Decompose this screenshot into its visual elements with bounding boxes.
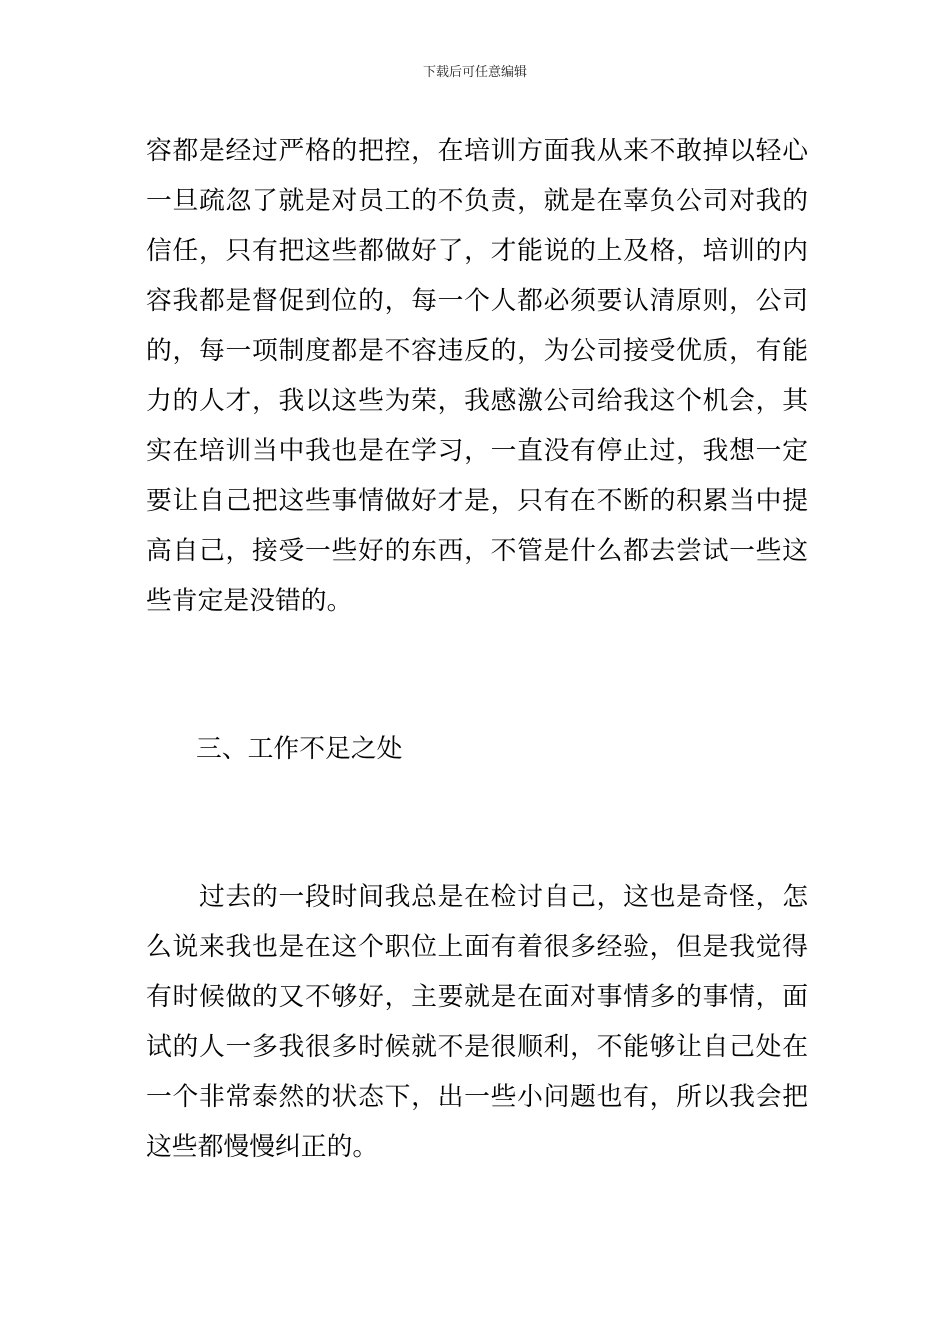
paragraph-line: 些肯定是没错的。 — [146, 586, 353, 616]
paragraph-line: 一个非常泰然的状态下，出一些小问题也有，所以我会把 — [146, 1082, 808, 1112]
paragraph-line: 要让自己把这些事情做好才是，只有在不断的积累当中提 — [146, 486, 808, 516]
paragraph-line: 试的人一多我很多时候就不是很顺利，不能够让自己处在 — [146, 1032, 808, 1062]
paragraph-line: 高自己，接受一些好的东西，不管是什么都去尝试一些这 — [146, 536, 808, 566]
paragraph-line: 过去的一段时间我总是在检讨自己，这也是奇怪，怎 — [146, 882, 808, 912]
paragraph-line: 容我都是督促到位的，每一个人都必须要认清原则，公司 — [146, 286, 808, 316]
paragraph-line: 有时候做的又不够好，主要就是在面对事情多的事情，面 — [146, 982, 808, 1012]
paragraph-line: 力的人才，我以这些为荣，我感激公司给我这个机会，其 — [146, 386, 808, 416]
paragraph-line: 么说来我也是在这个职位上面有着很多经验，但是我觉得 — [146, 932, 808, 962]
section-heading — [196, 724, 796, 774]
section-heading-text: 三、工作不足之处 — [196, 734, 403, 764]
page-header-note: 下载后可任意编辑 — [422, 65, 527, 80]
paragraph-line: 这些都慢慢纠正的。 — [146, 1132, 379, 1162]
paragraph-line: 一旦疏忽了就是对员工的不负责，就是在辜负公司对我的 — [146, 186, 808, 216]
paragraph-line: 的，每一项制度都是不容违反的，为公司接受优质，有能 — [146, 336, 808, 366]
body-paragraph-1 — [146, 126, 808, 626]
paragraph-line: 容都是经过严格的把控，在培训方面我从来不敢掉以轻心 — [146, 136, 808, 166]
paragraph-line: 信任，只有把这些都做好了，才能说的上及格，培训的内 — [146, 236, 808, 266]
paragraph-line: 实在培训当中我也是在学习，一直没有停止过，我想一定 — [146, 436, 808, 466]
body-paragraph-2 — [146, 872, 808, 1172]
